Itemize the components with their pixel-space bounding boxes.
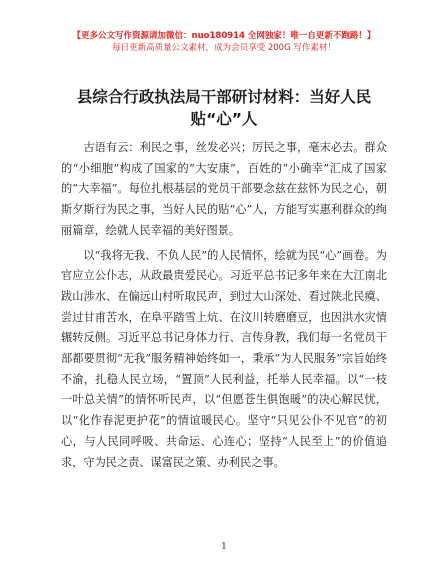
promo-banner [0, 30, 448, 54]
document-body [61, 138, 387, 477]
paragraph-1: 古语有云：利民之事，丝发必兴；厉民之事，毫末必去。群众的“小细胞”构成了国家的“大安康”，百姓的“小确幸”汇成了国家的“大幸福”。每位扎根基层的党员干部要念兹在兹怀为民之心，朝斯夕斯行为民之事，当好人民的贴“心”人，方能写实惠利群众的绚丽篇章，绘就人民幸福的美好图景。 [61, 141, 387, 237]
promo-line-2: 每日更新高质量公文素材，成为会员享受 200G 写作素材！ [112, 43, 336, 53]
title-line-1: 县综合行政执法局干部研讨材料：当好人民 [76, 88, 372, 106]
promo-line-1: 【更多公文写作资源请加微信：nuo180914 全网独家！唯一自更新不跑路！】 [72, 31, 376, 41]
page-number: 1 [221, 542, 227, 552]
title-line-2: 贴“心”人 [190, 110, 258, 128]
paragraph-2: 以“我将无我、不负人民”的人民情怀，绘就为民“心”画卷。为官应立公仆志，从政最贵爱民心。习近平总书记多年来在大江南北跋山涉水、在偏远山村听取民声，到过大山深处、看过陕北民瘼、尝过甘甫苦水，在阜平踏雪上炕、在汶川转磨磨豆，也因洪水灾情辗转反侧。习近平总书记身体力行、言传身教，我们每一名党员干部都要贯彻“无我”服务精神始终如一，秉承“为人民服务”宗旨始终不渝，扎稳人民立场，“置顶”人民利益，托举人民幸福。以“一枝一叶总关情”的情怀听民声，以“但愿苍生俱饱暖”的决心解民忧，以“化作春泥更护花”的情谊暖民心。坚守“只见公仆不见官”的初心，与人民同呼吸、共命运、心连心；坚持“人民至上”的价值追求，守为民之责、谋富民之策、办利民之事。 [61, 248, 387, 469]
document-title [60, 86, 388, 130]
